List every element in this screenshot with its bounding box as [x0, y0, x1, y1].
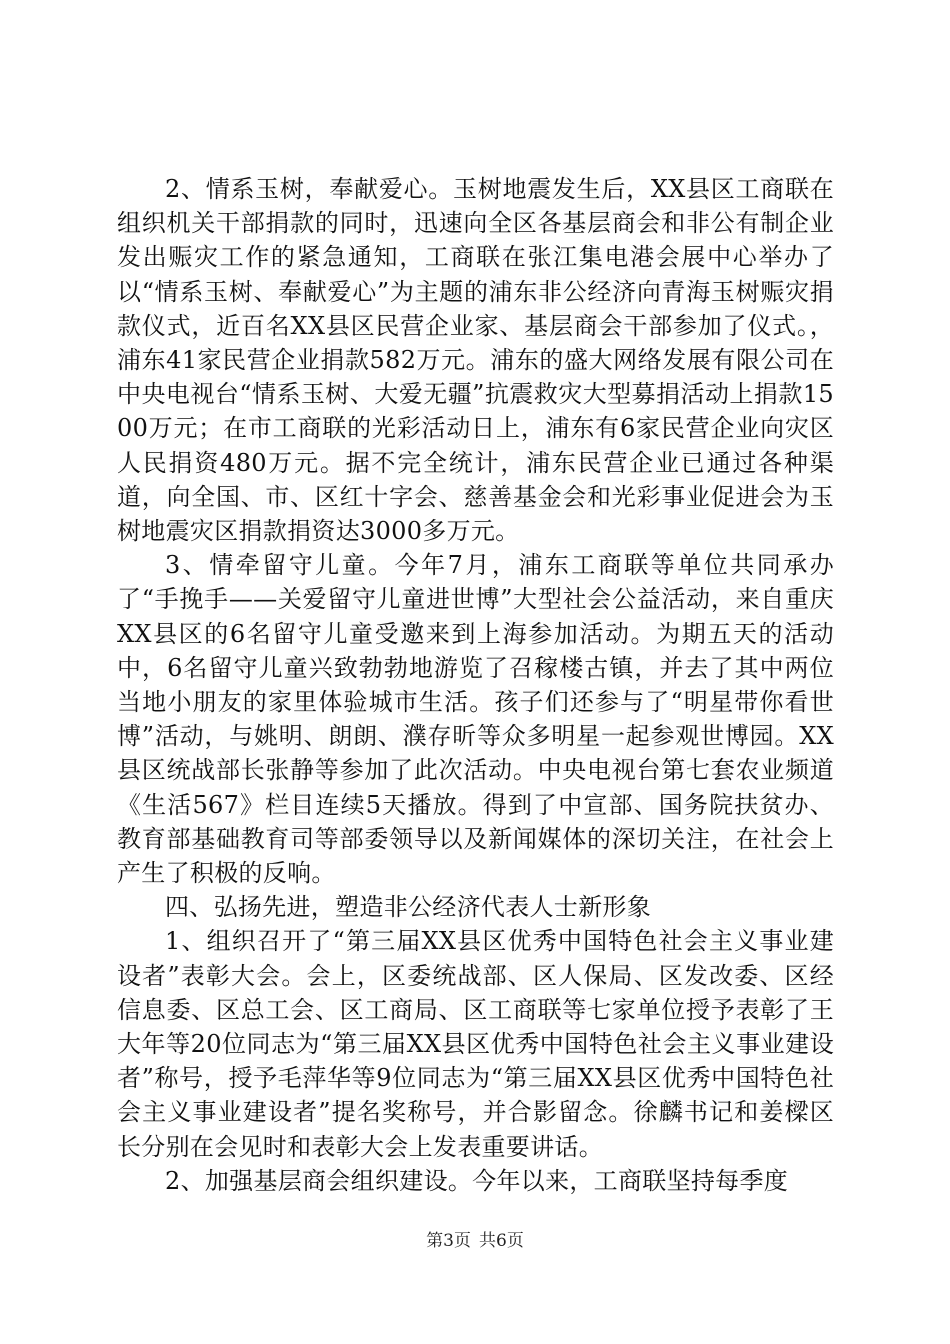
paragraph-commendation-meeting: 1、组织召开了“第三届XX县区优秀中国特色社会主义事业建设者”表彰大会。会上，区委统战部、区人保局、区发改委、区经信息委、区总工会、区工商局、区工商联等七家单位授予表彰了王大年等20位同志为“第三届XX县区优秀中国特色社会主义事业建设者”称号，授予毛萍华等9位同志为“第三届XX县区优秀中国特色社会主义事业建设者”提名奖称号，并合影留念。徐麟书记和姜樑区长分别在会见时和表彰大会上发表重要讲话。	[117, 927, 834, 1161]
paragraph-left-behind-children: 3、情牵留守儿童。今年7月，浦东工商联等单位共同承办了“手挽手——关爱留守儿童进世博”大型社会公益活动，来自重庆XX县区的6名留守儿童受邀来到上海参加活动。为期五天的活动中，6名留守儿童兴致勃勃地游览了召稼楼古镇，并去了其中两位当地小朋友的家里体验城市生活。孩子们还参与了“明星带你看世博”活动，与姚明、朗朗、濮存昕等众多明星一起参观世博园。XX县区统战部长张静等参加了此次活动。中央电视台第七套农业频道《生活567》栏目连续5天播放。得到了中宣部、国务院扶贫办、教育部基础教育司等部委领导以及新闻媒体的深切关注，在社会上产生了积极的反响。	[117, 551, 834, 888]
document-body	[117, 172, 834, 1198]
section-heading-four: 四、弘扬先进，塑造非公经济代表人士新形象	[165, 893, 651, 922]
page-footer	[0, 1226, 950, 1251]
page-total: 共6页	[479, 1231, 524, 1251]
paragraph-yushu-relief: 2、情系玉树，奉献爱心。玉树地震发生后，XX县区工商联在组织机关干部捐款的同时，迅速向全区各基层商会和非公有制企业发出赈灾工作的紧急通知，工商联在张江集电港会展中心举办了以“情系玉树、奉献爱心”为主题的浦东非公经济向青海玉树赈灾捐款仪式，近百名XX县区民营企业家、基层商会干部参加了仪式。，浦东41家民营企业捐款582万元。浦东的盛大网络发展有限公司在中央电视台“情系玉树、大爱无疆”抗震救灾大型募捐活动上捐款1500万元；在市工商联的光彩活动日上，浦东有6家民营企业向灾区人民捐资480万元。据不完全统计，浦东民营企业已通过各种渠道，向全国、市、区红十字会、慈善基金会和光彩事业促进会为玉树地震灾区捐款捐资达3000多万元。	[117, 175, 834, 546]
paragraph-chamber-building: 2、加强基层商会组织建设。今年以来，工商联坚持每季度	[165, 1166, 789, 1195]
page-number: 第3页	[426, 1231, 471, 1251]
